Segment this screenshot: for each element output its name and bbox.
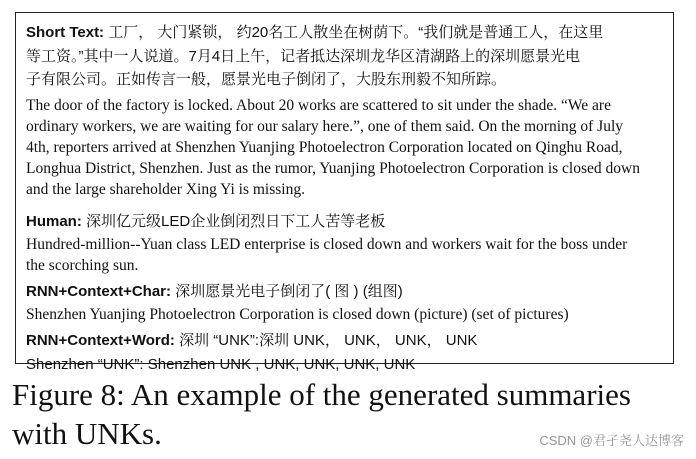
short-text-zh-1: 工厂， 大门紧锁， 约20名工人散坐在树荫下。“我们就是普通工人，在这里 [104,24,604,41]
human-summary-en-line-1: Hundred-million--Yuan class LED enterprise is closed down and workers wait for the boss under [26,236,628,253]
human-summary-zh [26,210,663,234]
human-label: Human: [26,213,82,230]
human-summary-en-line-2: the scorching sun. [26,257,139,274]
csdn-watermark: CSDN @君孑尧人达博客 [539,433,684,448]
short-text-en-line-3: 4th, reporters arrived at Shenzhen Yuanjing Photoelectron Corporation located on Qinghu Road, [26,139,623,156]
short-text-en-line-1: The door of the factory is locked. About 20 works are scattered to sit under the shade. “We are [26,97,611,114]
rnn-word-summary-zh [26,329,663,353]
figure-example-box [15,12,674,373]
short-text-en-line-2: ordinary workers, we are waiting for our salary here.”, one of them said. On the morning of July [26,118,623,135]
rnn-char-summary-en: Shenzhen Yuanjing Photoelectron Corporation is closed down (picture) (set of pictures) [26,306,569,323]
rnn-word-zh-text: 深圳 “UNK”:深圳 UNK， UNK， UNK， UNK [174,332,478,349]
rnn-char-label: RNN+Context+Char: [26,283,172,300]
short-text-zh-line-2: 等工资。”其中一人说道。7月4日上午，记者抵达深圳龙华区清湖路上的深圳愿景光电 [26,48,581,65]
short-text-en-line-5: and the large shareholder Xing Yi is missing. [26,181,305,198]
caption-line-2: with UNKs. [12,416,162,451]
short-text-zh-line-3: 子有限公司。正如传言一般，愿景光电子倒闭了，大股东刑毅不知所踪。 [26,71,507,88]
rnn-char-zh-text: 深圳愿景光电子倒闭了( 图 ) (组图) [171,283,403,300]
caption-line-1: Figure 8: An example of the generated summaries [12,377,631,412]
rnn-word-summary-en: Shenzhen “UNK”: Shenzhen UNK , UNK, UNK, UNK, UNK [26,356,416,373]
short-text-label: Short Text: [26,24,105,41]
rnn-word-label: RNN+Context+Word: [26,332,175,349]
human-zh-text: 深圳亿元级LED企业倒闭烈日下工人苦等老板 [81,213,386,230]
rnn-char-summary-zh [26,280,663,304]
short-text-zh-line-1 [26,21,663,45]
short-text-en-line-4: Longhua District, Shenzhen. Just as the rumor, Yuanjing Photoelectron Corporation is closed down [26,160,640,177]
